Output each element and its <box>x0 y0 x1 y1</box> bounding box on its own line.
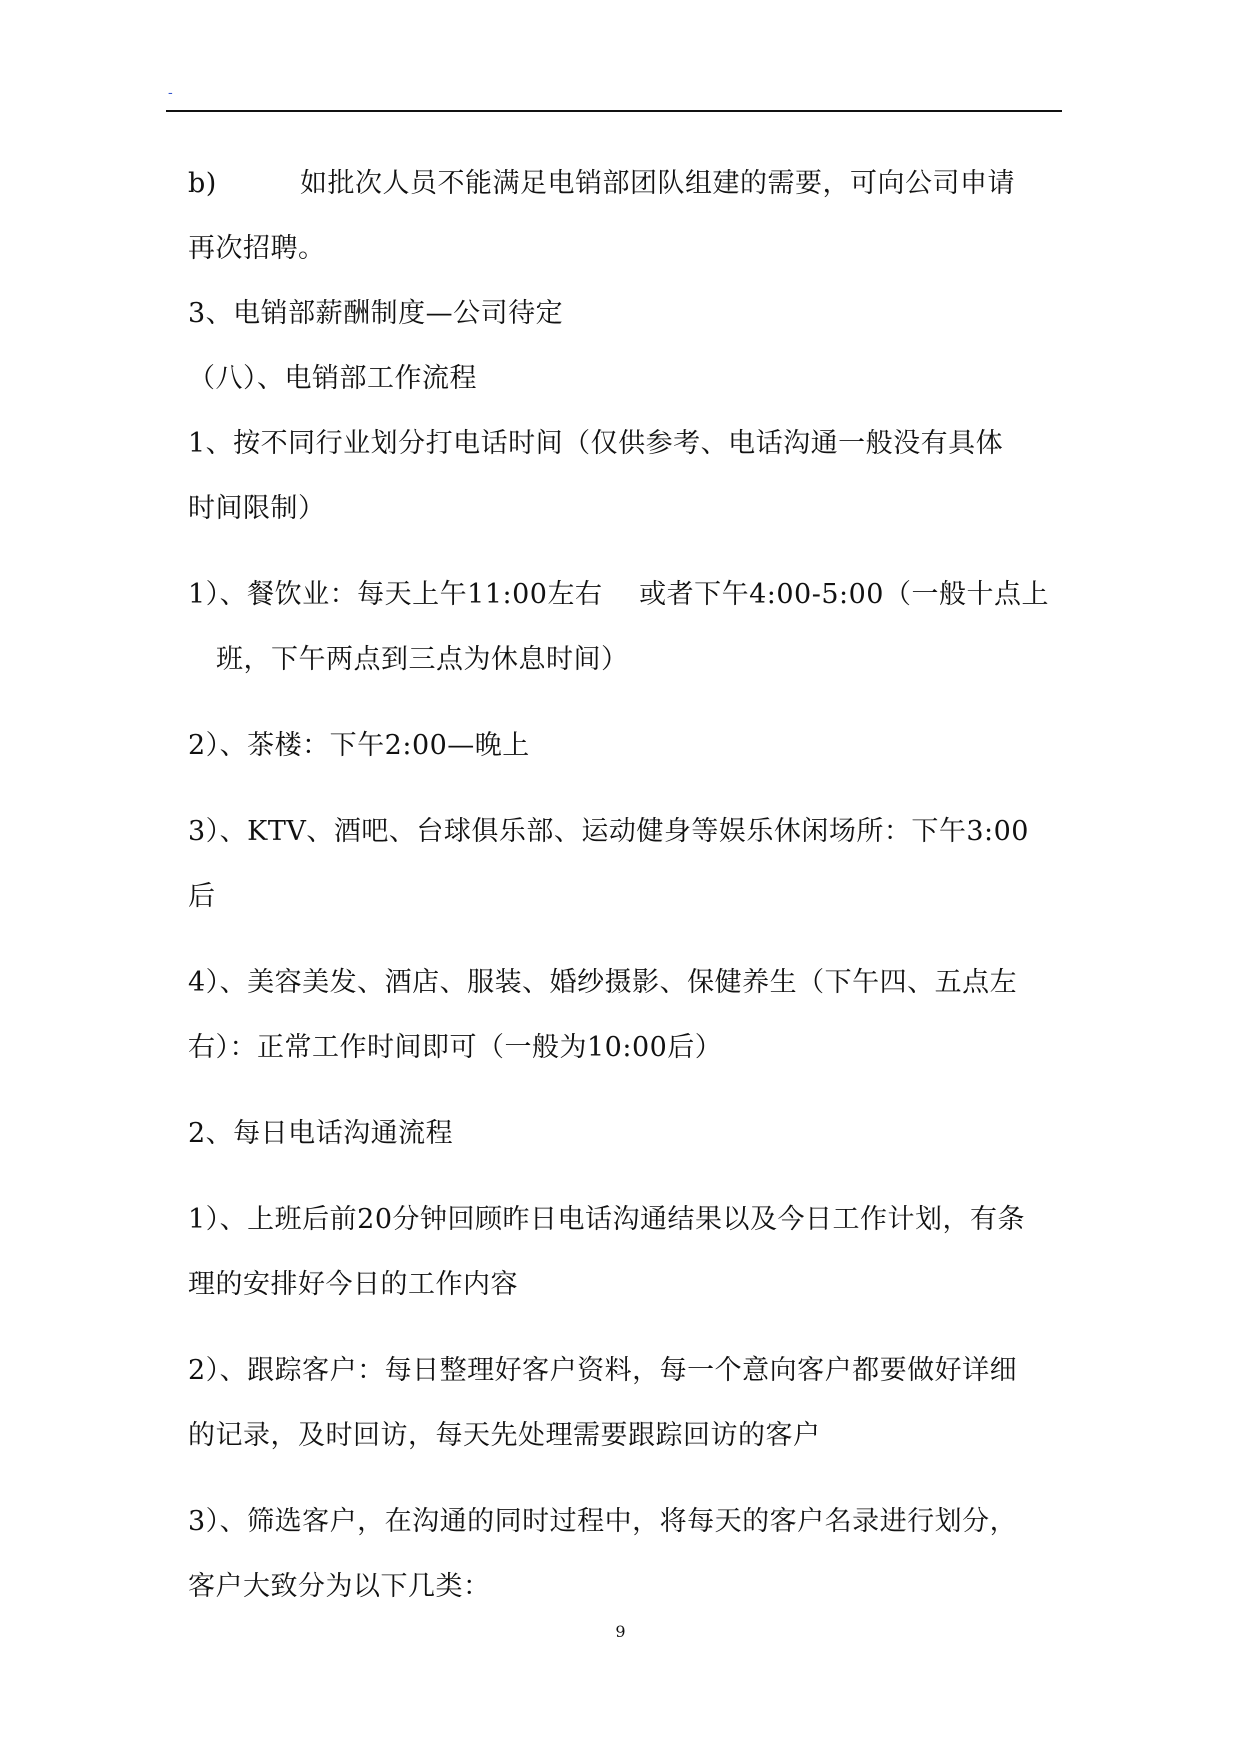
item-1-heading-continuation: 时间限制） <box>188 493 326 524</box>
item-1-3-continuation: 后 <box>188 881 216 912</box>
paragraph-b <box>188 167 1015 201</box>
item-2-1: 1）、上班后前20分钟回顾昨日电话沟通结果以及今日工作计划，有条 <box>188 1204 1026 1235</box>
item-1-4: 4）、美容美发、酒店、服装、婚纱摄影、保健养生（下午四、五点左 <box>188 967 1018 998</box>
item-2-heading: 2、每日电话沟通流程 <box>188 1118 454 1149</box>
item-1-4-continuation: 右）：正常工作时间即可（一般为10:00后） <box>188 1032 723 1063</box>
item-1-3: 3）、KTV、酒吧、台球俱乐部、运动健身等娱乐休闲场所：下午3:00 <box>188 816 1029 847</box>
header-mark: - <box>168 85 173 101</box>
section-3-heading: 3、电销部薪酬制度—公司待定 <box>188 298 564 329</box>
item-2-2-continuation: 的记录，及时回访，每天先处理需要跟踪回访的客户 <box>188 1420 821 1451</box>
item-1-1-continuation: 班，下午两点到三点为休息时间） <box>216 644 629 675</box>
header-rule <box>166 110 1062 112</box>
item-2-3: 3）、筛选客户，在沟通的同时过程中，将每天的客户名录进行划分， <box>188 1506 1018 1537</box>
item-2-1-continuation: 理的安排好今日的工作内容 <box>188 1269 518 1300</box>
item-2-2: 2）、跟踪客户：每日整理好客户资料，每一个意向客户都要做好详细 <box>188 1355 1018 1386</box>
item-text-b: 如批次人员不能满足电销部团队组建的需要，可向公司申请 <box>300 168 1015 199</box>
item-2-3-continuation: 客户大致分为以下几类： <box>188 1571 491 1602</box>
item-1-2: 2）、茶楼：下午2:00—晚上 <box>188 730 530 761</box>
section-8-heading: （八）、电销部工作流程 <box>188 363 477 394</box>
item-1-heading: 1、按不同行业划分打电话时间（仅供参考、电话沟通一般没有具体 <box>188 428 1004 459</box>
item-label-b: b) <box>188 168 217 199</box>
paragraph-b-continuation: 再次招聘。 <box>188 233 326 264</box>
item-1-1: 1）、餐饮业：每天上午11:00左右 或者下午4:00-5:00（一般十点上 <box>188 579 1049 610</box>
page-number: 9 <box>615 1622 626 1641</box>
